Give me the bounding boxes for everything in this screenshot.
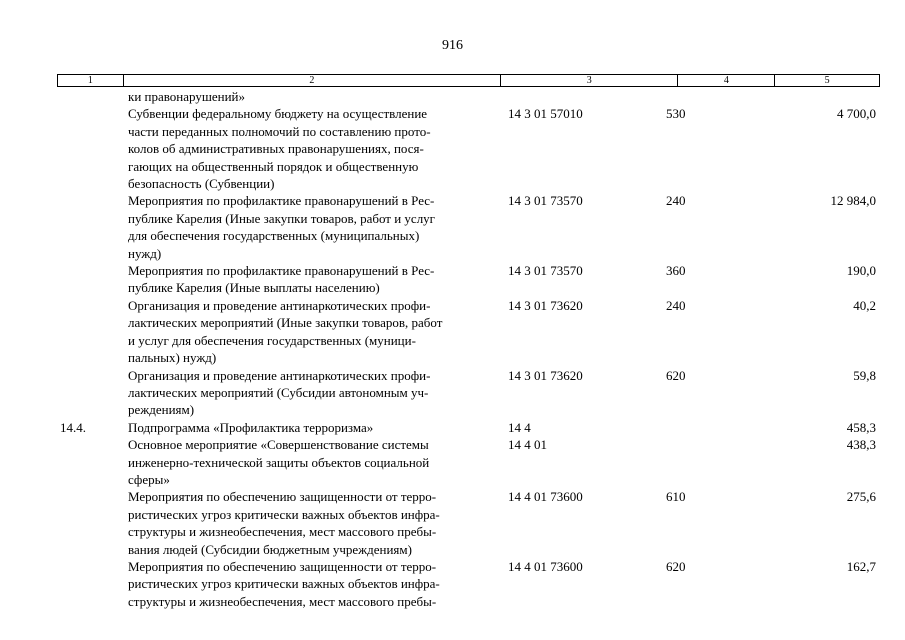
row-name: Организация и проведение антинаркотических профи- лактических мероприятий (Субсидии автономным уч- реждениям): [128, 367, 431, 418]
row-code: 14 3 01 57010: [508, 106, 583, 122]
table-row: [0, 367, 905, 419]
row-code: 14 3 01 73570: [508, 193, 583, 209]
row-name: Мероприятия по обеспечению защищенности от терро- ристических угроз критически важных объектов инфра- структуры и жизнеобеспечения, мест массового пребы-: [128, 558, 440, 609]
row-expense-type: 360: [666, 263, 686, 279]
row-expense-type: 530: [666, 106, 686, 122]
row-amount: 438,3: [846, 437, 876, 453]
row-amount: 275,6: [846, 489, 876, 505]
table-row: [0, 105, 905, 192]
row-number: 14.4.: [60, 419, 86, 435]
table-row: [0, 88, 905, 105]
row-name: Субвенции федеральному бюджету на осуществление части переданных полномочий по составлению прото- колов об административных правонарушениях, пося- гающих на общественный порядок и общественную безопасность (Субвенции): [128, 106, 431, 192]
page-number: 916: [442, 38, 463, 53]
row-code: 14 3 01 73570: [508, 263, 583, 279]
row-code: 14 3 01 73620: [508, 367, 583, 383]
row-name: Мероприятия по профилактике правонарушений в Рес- публике Карелия (Иные закупки товаров, работ и услуг для обеспечения государственных (муниципальных) нужд): [128, 193, 436, 261]
row-amount: 59,8: [853, 367, 876, 383]
row-name: Организация и проведение антинаркотических профи- лактических мероприятий (Иные закупки товаров, работ и услуг для обеспечения государственных (муници- пальных) нужд): [128, 297, 443, 366]
table-header: [57, 74, 880, 87]
header-col-5: 5: [824, 75, 830, 86]
row-code: 14 4 01: [508, 437, 547, 453]
row-code: 14 3 01 73620: [508, 297, 583, 313]
row-expense-type: 620: [666, 558, 686, 574]
row-expense-type: 620: [666, 367, 686, 383]
header-col-1: 1: [58, 75, 124, 86]
header-col-2: 2: [124, 75, 501, 86]
table-row: [0, 262, 905, 297]
table-row: [0, 436, 905, 488]
table-row: [0, 419, 905, 436]
row-expense-type: 610: [666, 489, 686, 505]
row-name: Мероприятия по обеспечению защищенности от терро- ристических угроз критически важных объектов инфра- структуры и жизнеобеспечения, мест массового пребы- вания людей (Субсидии бюджетным учреждениям): [128, 489, 440, 557]
row-amount: 12 984,0: [830, 193, 876, 209]
row-code: 14 4: [508, 419, 531, 435]
row-amount: 458,3: [846, 419, 876, 435]
table-body: [0, 88, 905, 610]
table-row: [0, 192, 905, 262]
row-expense-type: 240: [666, 297, 686, 313]
header-col-4: 4: [678, 75, 775, 86]
row-name: Основное мероприятие «Совершенствование системы инженерно-технической защиты объектов социальной сферы»: [128, 437, 430, 487]
table-row: [0, 297, 905, 367]
row-name: Мероприятия по профилактике правонарушений в Рес- публике Карелия (Иные выплаты населению): [128, 263, 435, 296]
table-row: [0, 558, 905, 610]
table-row: [0, 488, 905, 558]
row-name: ки правонарушений»: [128, 89, 246, 104]
row-amount: 4 700,0: [837, 106, 876, 122]
row-expense-type: 240: [666, 193, 686, 209]
row-amount: 190,0: [846, 263, 876, 279]
header-col-3: 3: [501, 75, 679, 86]
row-name: Подпрограмма «Профилактика терроризма»: [128, 419, 374, 435]
row-code: 14 4 01 73600: [508, 558, 583, 574]
row-amount: 162,7: [846, 558, 876, 574]
row-amount: 40,2: [853, 297, 876, 313]
row-code: 14 4 01 73600: [508, 489, 583, 505]
